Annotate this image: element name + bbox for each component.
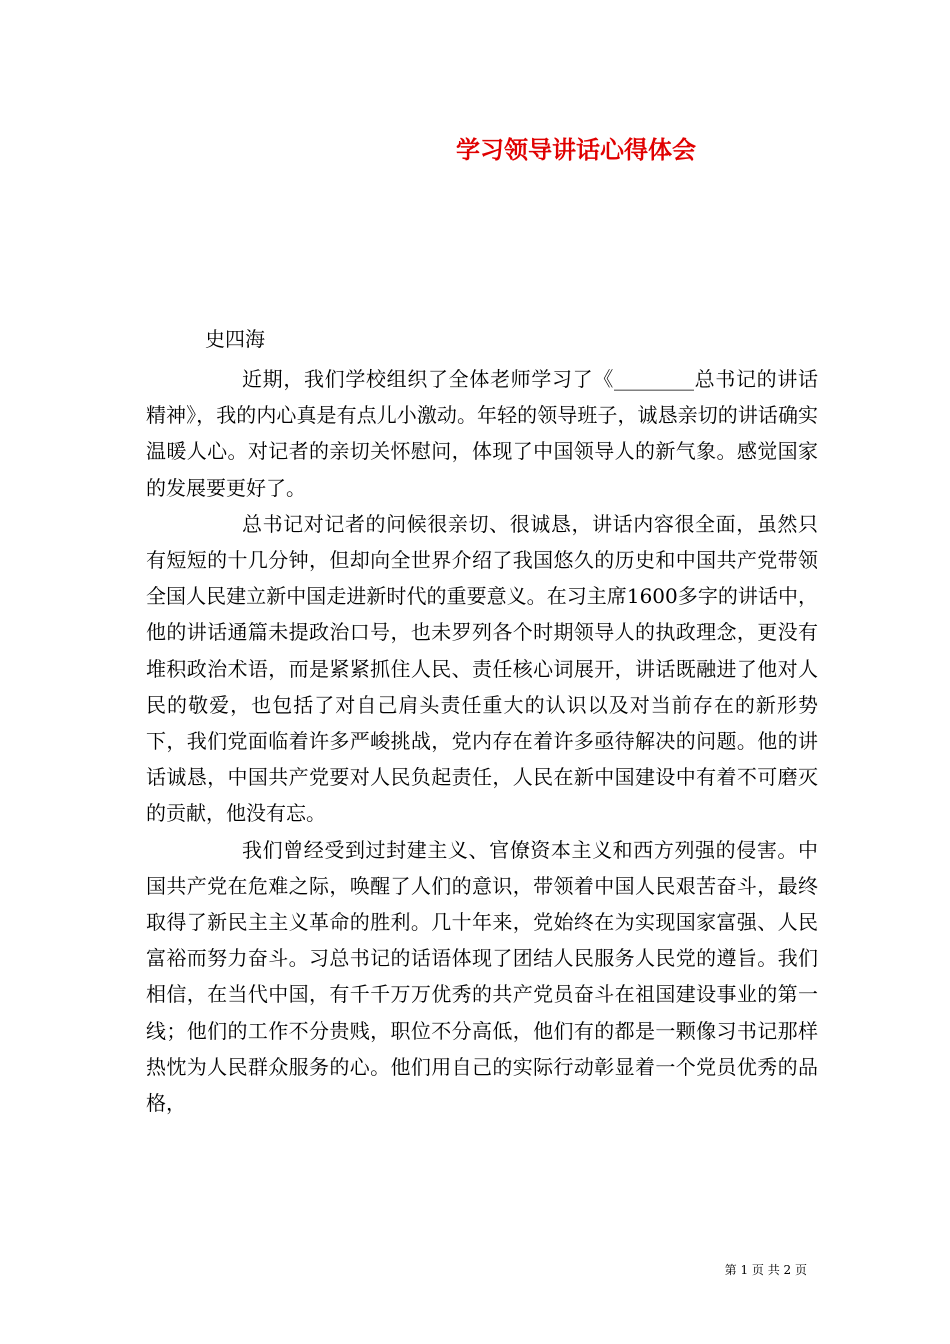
paragraph-2: 总书记对记者的问候很亲切、很诚恳，讲话内容很全面，虽然只有短短的十几分钟，但却向全世界介绍了我国悠久的历史和中国共产党带领全国人民建立新中国走进新时代的重要意义。在习主席1600多字的讲话中，他的讲话通篇未提政治口号，也未罗列各个时期领导人的执政理念，更没有堆积政治术语，而是紧紧抓住人民、责任核心词展开，讲话既融进了他对人民的敬爱，也包括了对自己肩头责任重大的认识以及对当前存在的新形势下，我们党面临着许多严峻挑战，党内存在着许多亟待解决的问题。他的讲话诚恳，中国共产党要对人民负起责任，人民在新中国建设中有着不可磨灭的贡献，他没有忘。 [146,511,818,826]
page-number-footer: 第 1 页 共 2 页 [724,1263,807,1277]
document-body [146,361,818,1121]
paragraph-3: 我们曾经受到过封建主义、官僚资本主义和西方列强的侵害。中国共产党在危难之际，唤醒了人们的意识，带领着中国人民艰苦奋斗，最终取得了新民主主义革命的胜利。几十年来，党始终在为实现国家富强、人民富裕而努力奋斗。习总书记的话语体现了团结人民服务人民党的遵旨。我们相信，在当代中国，有千千万万优秀的共产党员奋斗在祖国建设事业的第一线；他们的工作不分贵贱，职位不分高低，他们有的都是一颗像习书记那样热忱为人民群众服务的心。他们用自己的实际行动彰显着一个党员优秀的品格， [146,837,818,1116]
document-title: 学习领导讲话心得体会 [456,135,696,164]
author-name: 史四海 [205,327,265,351]
paragraph-1: 近期，我们学校组织了全体老师学习了《________总书记的讲话精神》，我的内心真是有点儿小激动。年轻的领导班子，诚恳亲切的讲话确实温暖人心。对记者的亲切关怀慰问，体现了中国领导人的新气象。感觉国家的发展要更好了。 [146,367,818,500]
